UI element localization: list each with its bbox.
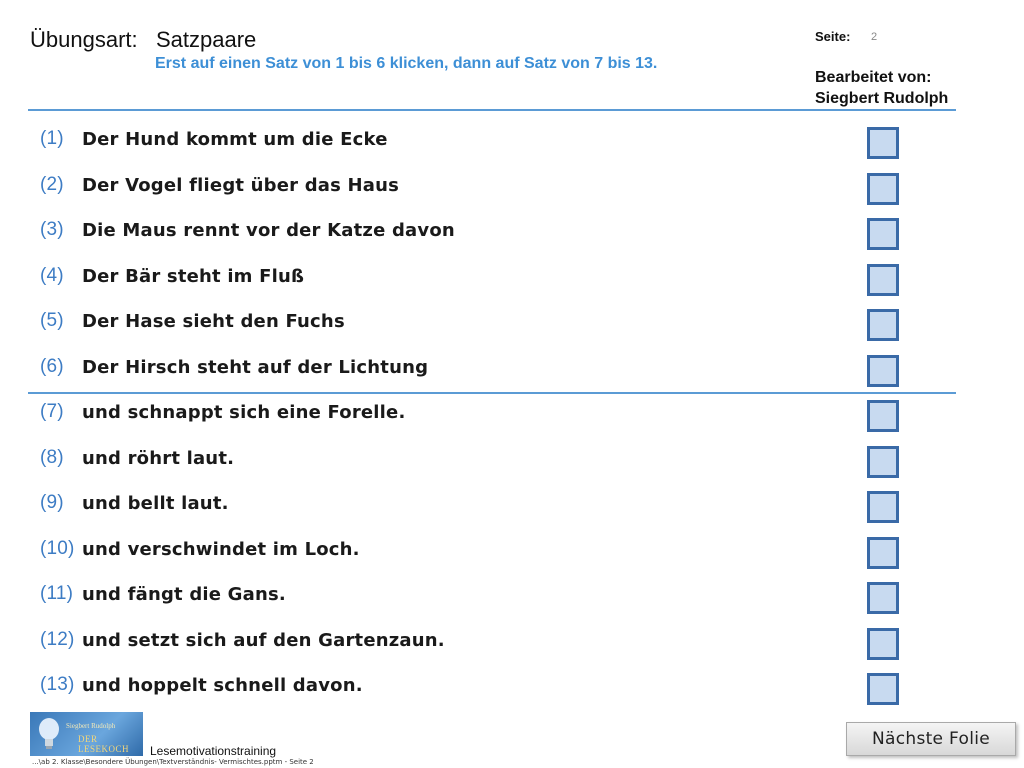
answer-box[interactable] (867, 309, 899, 341)
answer-box[interactable] (867, 400, 899, 432)
sentence-row[interactable] (40, 670, 363, 700)
sentence-text[interactable]: Der Hase sieht den Fuchs (82, 310, 345, 332)
instruction-text: Erst auf einen Satz von 1 bis 6 klicken, dann auf Satz von 7 bis 13. (155, 55, 658, 72)
sentence-row[interactable] (40, 488, 229, 518)
sentence-row[interactable] (40, 397, 406, 427)
sentence-number: (9) (40, 492, 64, 513)
sentence-row[interactable] (40, 261, 304, 291)
sentence-row[interactable] (40, 124, 388, 154)
next-slide-button[interactable]: Nächste Folie (846, 722, 1016, 756)
group-divider (28, 392, 956, 394)
exercise-type-label: Übungsart: (30, 27, 138, 52)
answer-box[interactable] (867, 537, 899, 569)
logo-small-text: Siegbert Rudolph (66, 722, 116, 730)
answer-box[interactable] (867, 446, 899, 478)
sentence-row[interactable] (40, 534, 360, 564)
sentence-number: (3) (40, 219, 64, 240)
logo-brand-text: DER LESEKOCH (78, 734, 129, 754)
sentence-text[interactable]: und bellt laut. (82, 492, 229, 514)
sentence-number: (6) (40, 356, 64, 377)
sentence-number: (4) (40, 265, 64, 286)
sentence-row[interactable] (40, 215, 455, 245)
sentence-number: (10) (40, 538, 75, 559)
sentence-number: (12) (40, 629, 75, 650)
logo (30, 712, 143, 756)
page-label: Seite: (815, 29, 851, 44)
sentence-text[interactable]: und röhrt laut. (82, 447, 235, 469)
lightbulb-icon (36, 716, 62, 752)
answer-box[interactable] (867, 264, 899, 296)
answer-box[interactable] (867, 673, 899, 705)
footer-path: ...\ab 2. Klasse\Besondere Übungen\Textverständnis- Vermischtes.pptm - Seite 2 (32, 758, 314, 766)
editor-name: Siegbert Rudolph (815, 90, 949, 107)
sentence-text[interactable]: und fängt die Gans. (82, 583, 286, 605)
sentence-row[interactable] (40, 306, 345, 336)
sentence-row[interactable] (40, 352, 428, 382)
sentence-text[interactable]: und setzt sich auf den Gartenzaun. (82, 629, 445, 651)
sentence-number: (13) (40, 674, 75, 695)
sentence-row[interactable] (40, 579, 286, 609)
footer-title: Lesemotivationstraining (150, 744, 277, 758)
answer-box[interactable] (867, 355, 899, 387)
sentence-text[interactable]: und hoppelt schnell davon. (82, 674, 363, 696)
answer-box[interactable] (867, 491, 899, 523)
editor-label: Bearbeitet von: (815, 69, 932, 86)
answer-box[interactable] (867, 628, 899, 660)
sentence-number: (5) (40, 310, 64, 331)
sentence-number: (8) (40, 447, 64, 468)
sentence-text[interactable]: und verschwindet im Loch. (82, 538, 360, 560)
sentence-number: (2) (40, 174, 64, 195)
answer-box[interactable] (867, 218, 899, 250)
answer-box[interactable] (867, 582, 899, 614)
sentence-row[interactable] (40, 170, 399, 200)
sentence-number: (1) (40, 128, 64, 149)
sentence-row[interactable] (40, 443, 234, 473)
sentence-text[interactable]: Der Bär steht im Fluß (82, 265, 305, 287)
sentence-row[interactable] (40, 625, 445, 655)
sentence-number: (11) (40, 583, 74, 604)
header-divider (28, 109, 956, 111)
exercise-type-value: Satzpaare (156, 27, 257, 52)
page-number: 2 (871, 31, 878, 43)
sentence-text[interactable]: Der Hirsch steht auf der Lichtung (82, 356, 429, 378)
sentence-text[interactable]: Der Vogel fliegt über das Haus (82, 174, 400, 196)
sentence-number: (7) (40, 401, 64, 422)
sentence-text[interactable]: Der Hund kommt um die Ecke (82, 128, 388, 150)
answer-box[interactable] (867, 173, 899, 205)
sentence-text[interactable]: und schnappt sich eine Forelle. (82, 401, 406, 423)
answer-box[interactable] (867, 127, 899, 159)
sentence-text[interactable]: Die Maus rennt vor der Katze davon (82, 219, 455, 241)
